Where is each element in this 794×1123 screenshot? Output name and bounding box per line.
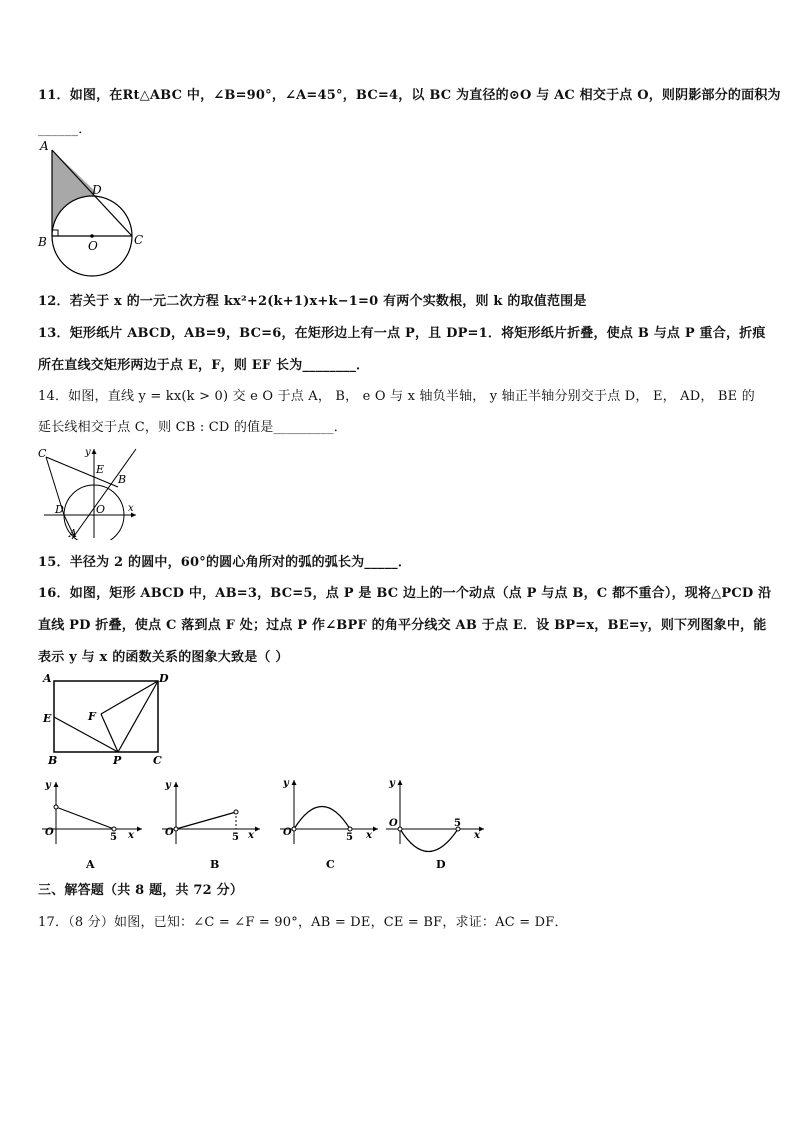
q11-label-o: O [88, 239, 98, 253]
q16-option-c-letter: C [326, 858, 335, 871]
q16-label-p: P [113, 754, 122, 767]
q16-text-line2: 直线 PD 折叠，使点 C 落到点 F 处；过点 P 作∠BPF 的角平分线交 AB 于点 E．设 BP=x，BE=y，则下列图象中，能 [38, 618, 767, 633]
q11-label-c: C [134, 233, 144, 247]
q16-option-c-graph [274, 772, 386, 872]
q11-figure [36, 138, 148, 283]
q16-option-a-graph [36, 772, 148, 872]
q16-b-y-label: y [165, 780, 171, 791]
q16-option-b-graph [156, 772, 268, 872]
q11-label-d: D [92, 183, 102, 197]
q16-a-five-label: 5 [110, 832, 117, 843]
q16-a-o-label: O [45, 827, 54, 838]
q14-label-c: C [38, 447, 47, 460]
q13-text-line1: 13．矩形纸片 ABCD，AB=9，BC=6，在矩形边上有一点 P，且 DP=1．将矩形纸片折叠，使点 B 与点 P 重合，折痕 [38, 326, 766, 341]
q14-label-o: O [96, 503, 106, 516]
q16-c-y-label: y [283, 778, 289, 789]
q17-text-line1: 17．（8 分）如图，已知：∠C = ∠F = 90°，AB = DE，CE = BF，求证：AC = DF． [38, 915, 568, 930]
q16-c-x-label: x [366, 830, 372, 841]
q16-text-line1: 16．如图，矩形 ABCD 中，AB=3，BC=5，点 P 是 BC 边上的一个动点（点 P 与点 B，C 都不重合），现将△PCD 沿 [38, 586, 772, 601]
q14-label-y: y [85, 447, 91, 458]
q16-label-d: D [159, 672, 169, 685]
q16-option-d-letter: D [436, 858, 446, 871]
q14-label-e: E [96, 463, 105, 476]
q16-c-five-label: 5 [346, 832, 353, 843]
q16-b-x-label: x [248, 830, 254, 841]
section3-title: 三、解答题（共 8 题，共 72 分） [38, 883, 244, 898]
q16-rectangle-figure [38, 672, 178, 768]
q14-figure [36, 443, 146, 540]
q11-text-line1: 11．如图，在Rt△ABC 中，∠B=90°，∠A=45°，BC=4，以 BC 为直径的⊙O 与 AC 相交于点 O，则阴影部分的面积为 [38, 88, 781, 103]
q16-d-x-label: x [474, 830, 480, 841]
q16-label-e: E [43, 712, 52, 725]
q11-text-line2: ______． [38, 122, 92, 137]
q14-text-line1: 14．如图，直线 y = kx(k > 0) 交 e O 于点 A， B， e O 与 x 轴负半轴， y 轴正半轴分别交于点 D， E， AD， BE 的 [38, 389, 755, 404]
q16-text-line3: 表示 y 与 x 的函数关系的图象大致是（ ） [38, 650, 289, 665]
q16-a-x-label: x [128, 830, 134, 841]
q16-d-y-label: y [389, 778, 395, 789]
q16-label-a: A [43, 672, 52, 685]
q16-a-y-label: y [45, 780, 51, 791]
q12-text-line1: 12．若关于 x 的一元二次方程 kx²+2(k+1)x+k−1=0 有两个实数根，则 k 的取值范围是 [38, 294, 587, 309]
q14-label-a: A [69, 527, 77, 540]
q16-b-o-label: O [165, 827, 174, 838]
q16-c-o-label: O [283, 827, 292, 838]
q16-option-b-letter: B [210, 858, 220, 871]
q16-option-d-graph [380, 772, 492, 872]
q14-text-line2: 延长线相交于点 C，则 CB : CD 的值是_________． [38, 420, 347, 435]
q14-label-x: x [128, 503, 134, 514]
q15-text-line1: 15．半径为 2 的圆中，60°的圆心角所对的弧的弧长为_____． [38, 555, 412, 570]
q16-label-f: F [88, 710, 96, 723]
q16-b-five-label: 5 [232, 832, 239, 843]
q16-label-c: C [153, 754, 162, 767]
q16-d-o-label: O [389, 818, 398, 829]
q16-label-b: B [48, 754, 58, 767]
q16-d-five-label: 5 [454, 818, 461, 829]
q14-label-d: D [55, 503, 64, 516]
q11-label-a: A [40, 139, 49, 153]
q16-option-a-letter: A [86, 858, 95, 871]
q14-label-b: B [118, 473, 127, 486]
q13-text-line2: 所在直线交矩形两边于点 E，F，则 EF 长为________． [38, 358, 370, 373]
q11-label-b: B [38, 235, 47, 249]
